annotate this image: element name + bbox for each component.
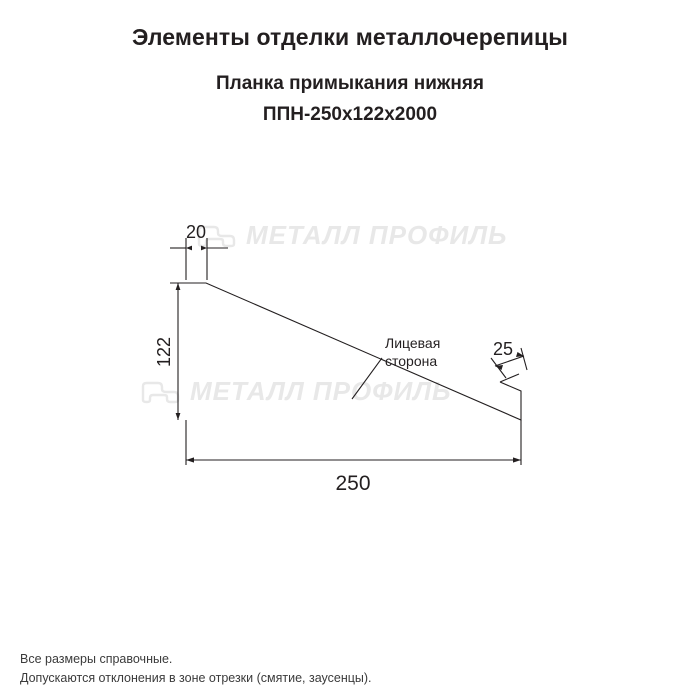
dim-arrow-250-right <box>513 457 521 462</box>
profile-outline <box>186 283 521 420</box>
product-code: ППН-250х122х2000 <box>262 104 438 125</box>
page-title: Элементы отделки металлочерепицы <box>131 24 568 50</box>
dim-arrow-122-top <box>176 283 181 290</box>
technical-drawing <box>0 180 700 510</box>
annotation-face-side-line2: сторона <box>385 353 438 369</box>
dim-label-height: 122 <box>154 336 174 368</box>
dim-arrow-250-left <box>186 457 194 462</box>
product-name: Планка примыкания нижняя <box>215 73 485 94</box>
page-header <box>0 22 700 128</box>
drawing-svg <box>0 180 700 510</box>
dim-label-bottom-width: 250 <box>335 472 371 495</box>
ext-line-25-b <box>521 348 527 370</box>
dim-arrow-122-bottom <box>176 413 181 420</box>
watermark-text: МЕТАЛЛ ПРОФИЛЬ <box>190 376 452 406</box>
footer-note-1: Все размеры справочные. <box>20 652 173 666</box>
profile-right-fold <box>500 374 519 382</box>
annotation-face-side-line1: Лицевая <box>385 335 441 351</box>
dim-label-right-flange: 25 <box>492 339 514 359</box>
leader-line-face-side <box>352 358 382 399</box>
footer-notes <box>20 650 372 688</box>
footer-note-2: Допускаются отклонения в зоне отрезки (смятие, заусенцы). <box>20 671 372 685</box>
dim-arrow-20-right <box>201 246 207 251</box>
dim-arrow-20-left <box>186 246 192 251</box>
dim-label-top-width: 20 <box>185 222 207 242</box>
watermark-text: МЕТАЛЛ ПРОФИЛЬ <box>246 220 508 250</box>
